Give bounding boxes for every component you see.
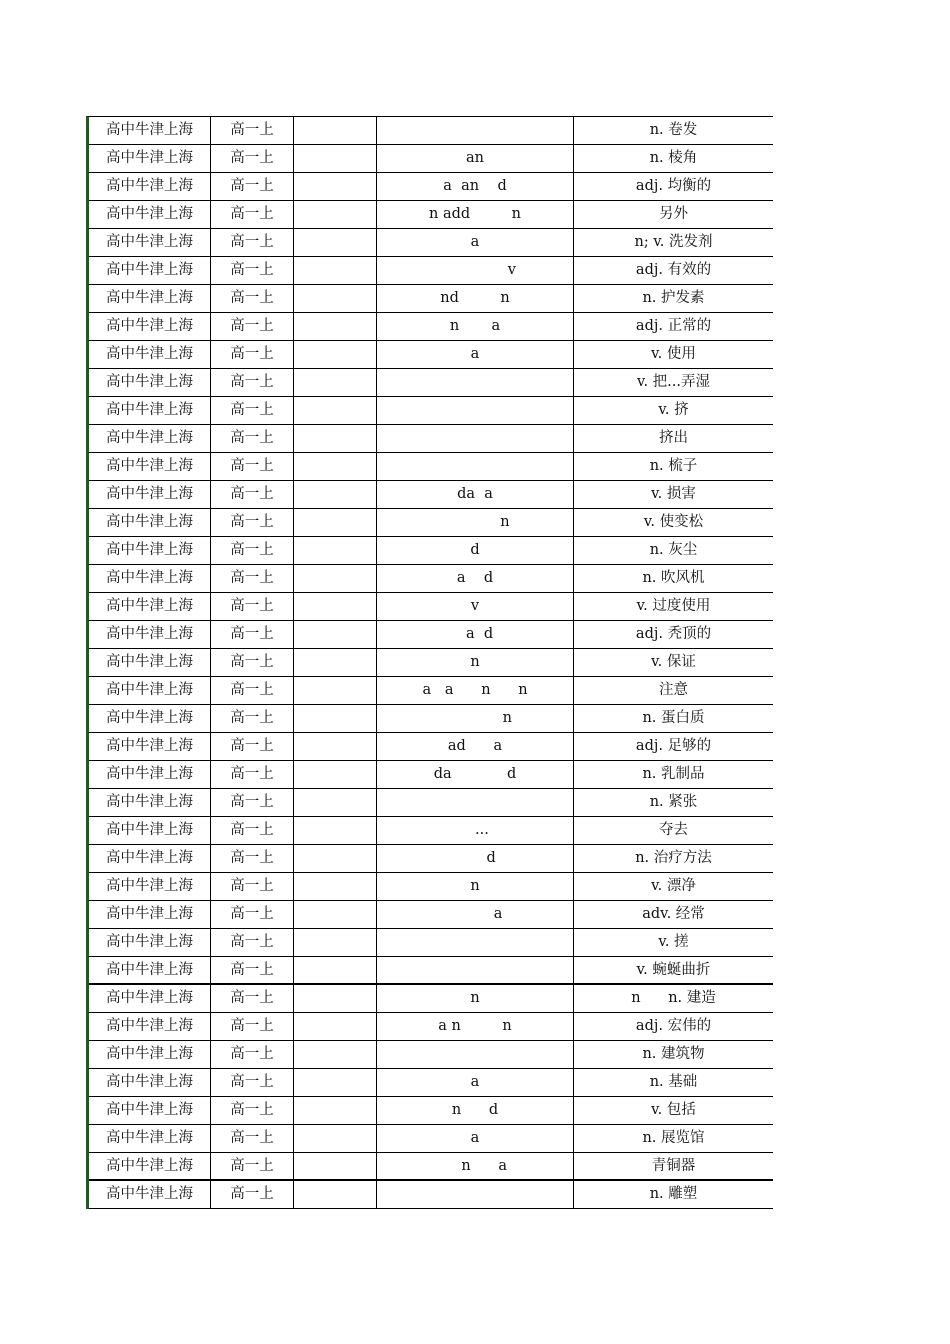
table-row <box>89 369 773 397</box>
blank-cell <box>294 117 377 144</box>
blank-cell <box>294 201 377 228</box>
table-row <box>89 985 773 1013</box>
blank-cell <box>294 369 377 396</box>
grade-cell: 高一上 <box>211 733 294 760</box>
grade-cell: 高一上 <box>211 705 294 732</box>
meaning-cell: 另外 <box>659 206 688 222</box>
grade-cell: 高一上 <box>211 229 294 256</box>
table-row <box>89 1181 773 1209</box>
meaning-cell: n. 基础 <box>649 1074 698 1090</box>
blank-cell <box>294 1013 377 1040</box>
grade-cell: 高一上 <box>211 985 294 1012</box>
table-row <box>89 1069 773 1097</box>
series-cell: 高中牛津上海 <box>89 733 211 760</box>
meaning-cell: v. 包括 <box>651 1102 696 1118</box>
blank-cell <box>294 425 377 452</box>
table-row <box>89 1097 773 1125</box>
word-cell: da a <box>377 481 574 508</box>
meaning-cell: v. 使用 <box>651 346 696 362</box>
series-cell: 高中牛津上海 <box>89 621 211 648</box>
meaning-cell: v. 把...弄湿 <box>636 374 711 390</box>
series-cell: 高中牛津上海 <box>89 817 211 844</box>
table-row <box>89 145 773 173</box>
blank-cell <box>294 621 377 648</box>
meaning-cell: n. 卷发 <box>649 122 698 138</box>
table-row <box>89 733 773 761</box>
blank-cell <box>294 733 377 760</box>
meaning-cell: n. 乳制品 <box>642 766 705 782</box>
grade-cell: 高一上 <box>211 761 294 788</box>
meaning-cell: adj. 宏伟的 <box>635 1018 712 1034</box>
meaning-cell: adj. 足够的 <box>635 738 712 754</box>
grade-cell: 高一上 <box>211 285 294 312</box>
table-row <box>89 1125 773 1153</box>
series-cell: 高中牛津上海 <box>89 369 211 396</box>
blank-cell <box>294 677 377 704</box>
blank-cell <box>294 285 377 312</box>
series-cell: 高中牛津上海 <box>89 313 211 340</box>
meaning-cell: v. 蜿蜒曲折 <box>636 962 711 978</box>
table-row <box>89 509 773 537</box>
series-cell: 高中牛津上海 <box>89 705 211 732</box>
blank-cell <box>294 173 377 200</box>
table-row <box>89 1153 773 1181</box>
word-cell: a n n <box>377 1013 574 1040</box>
grade-cell: 高一上 <box>211 565 294 592</box>
word-cell: nd n <box>377 285 574 312</box>
grade-cell: 高一上 <box>211 481 294 508</box>
word-cell: a <box>377 901 574 928</box>
word-cell: a d <box>377 621 574 648</box>
grade-cell: 高一上 <box>211 341 294 368</box>
grade-cell: 高一上 <box>211 929 294 956</box>
table-row <box>89 593 773 621</box>
word-cell: n d <box>377 1097 574 1124</box>
table-row <box>89 481 773 509</box>
word-cell <box>377 929 574 956</box>
meaning-cell: adj. 有效的 <box>635 262 712 278</box>
table-row <box>89 285 773 313</box>
series-cell: 高中牛津上海 <box>89 1097 211 1124</box>
blank-cell <box>294 1097 377 1124</box>
word-cell: n <box>377 509 574 536</box>
meaning-cell: 夺去 <box>659 822 688 838</box>
table-row <box>89 537 773 565</box>
series-cell: 高中牛津上海 <box>89 117 211 144</box>
series-cell: 高中牛津上海 <box>89 145 211 172</box>
blank-cell <box>294 761 377 788</box>
table-row <box>89 929 773 957</box>
meaning-cell: adj. 秃顶的 <box>635 626 712 642</box>
word-cell: d <box>377 845 574 872</box>
word-cell: n <box>377 873 574 900</box>
series-cell: 高中牛津上海 <box>89 425 211 452</box>
series-cell: 高中牛津上海 <box>89 509 211 536</box>
grade-cell: 高一上 <box>211 621 294 648</box>
series-cell: 高中牛津上海 <box>89 1069 211 1096</box>
word-cell <box>377 425 574 452</box>
meaning-cell: v. 挤 <box>658 402 689 418</box>
table-row <box>89 845 773 873</box>
grade-cell: 高一上 <box>211 1153 294 1179</box>
series-cell: 高中牛津上海 <box>89 453 211 480</box>
series-cell: 高中牛津上海 <box>89 1181 211 1208</box>
table-row <box>89 901 773 929</box>
table-row <box>89 761 773 789</box>
meaning-cell: adv. 经常 <box>642 906 705 922</box>
word-cell <box>377 1041 574 1068</box>
word-cell: n <box>377 705 574 732</box>
word-cell: n a <box>377 1153 574 1179</box>
blank-cell <box>294 397 377 424</box>
grade-cell: 高一上 <box>211 397 294 424</box>
word-cell: n <box>377 985 574 1012</box>
blank-cell <box>294 873 377 900</box>
series-cell: 高中牛津上海 <box>89 201 211 228</box>
grade-cell: 高一上 <box>211 1125 294 1152</box>
table-row <box>89 173 773 201</box>
blank-cell <box>294 565 377 592</box>
table-row <box>89 257 773 285</box>
grade-cell: 高一上 <box>211 1097 294 1124</box>
blank-cell <box>294 229 377 256</box>
series-cell: 高中牛津上海 <box>89 649 211 676</box>
series-cell: 高中牛津上海 <box>89 285 211 312</box>
series-cell: 高中牛津上海 <box>89 789 211 816</box>
word-cell: v <box>377 593 574 620</box>
word-cell <box>377 369 574 396</box>
blank-cell <box>294 705 377 732</box>
word-cell: n add n <box>377 201 574 228</box>
word-cell: a <box>377 229 574 256</box>
series-cell: 高中牛津上海 <box>89 1125 211 1152</box>
series-cell: 高中牛津上海 <box>89 257 211 284</box>
blank-cell <box>294 1181 377 1208</box>
meaning-cell: v. 漂净 <box>651 878 696 894</box>
grade-cell: 高一上 <box>211 845 294 872</box>
meaning-cell: v. 过度使用 <box>636 598 711 614</box>
word-cell: an <box>377 145 574 172</box>
blank-cell <box>294 985 377 1012</box>
word-cell <box>377 1181 574 1208</box>
word-cell: a <box>377 1125 574 1152</box>
grade-cell: 高一上 <box>211 817 294 844</box>
table-row <box>89 201 773 229</box>
grade-cell: 高一上 <box>211 313 294 340</box>
table-row <box>89 621 773 649</box>
series-cell: 高中牛津上海 <box>89 173 211 200</box>
word-cell: a an d <box>377 173 574 200</box>
meaning-cell: n. 蛋白质 <box>642 710 705 726</box>
meaning-cell: n. 梳子 <box>649 458 698 474</box>
series-cell: 高中牛津上海 <box>89 929 211 956</box>
word-cell <box>377 789 574 816</box>
grade-cell: 高一上 <box>211 957 294 983</box>
blank-cell <box>294 257 377 284</box>
meaning-cell: n. 棱角 <box>649 150 698 166</box>
series-cell: 高中牛津上海 <box>89 1041 211 1068</box>
table-row <box>89 677 773 705</box>
blank-cell <box>294 509 377 536</box>
table-row <box>89 1013 773 1041</box>
blank-cell <box>294 1153 377 1179</box>
grade-cell: 高一上 <box>211 1041 294 1068</box>
meaning-cell: adj. 均衡的 <box>635 178 712 194</box>
series-cell: 高中牛津上海 <box>89 873 211 900</box>
series-cell: 高中牛津上海 <box>89 761 211 788</box>
grade-cell: 高一上 <box>211 257 294 284</box>
word-cell: v <box>377 257 574 284</box>
table-row <box>89 705 773 733</box>
blank-cell <box>294 453 377 480</box>
grade-cell: 高一上 <box>211 537 294 564</box>
blank-cell <box>294 957 377 983</box>
table-row <box>89 957 773 985</box>
series-cell: 高中牛津上海 <box>89 901 211 928</box>
table-row <box>89 817 773 845</box>
meaning-cell: v. 搓 <box>658 934 689 950</box>
grade-cell: 高一上 <box>211 145 294 172</box>
blank-cell <box>294 1125 377 1152</box>
grade-cell: 高一上 <box>211 901 294 928</box>
table-row <box>89 1041 773 1069</box>
series-cell: 高中牛津上海 <box>89 565 211 592</box>
blank-cell <box>294 649 377 676</box>
series-cell: 高中牛津上海 <box>89 985 211 1012</box>
table-row <box>89 453 773 481</box>
table-row <box>89 229 773 257</box>
meaning-cell: n. 吹风机 <box>642 570 705 586</box>
meaning-cell: v. 使变松 <box>643 514 704 530</box>
grade-cell: 高一上 <box>211 649 294 676</box>
word-cell <box>377 453 574 480</box>
grade-cell: 高一上 <box>211 677 294 704</box>
blank-cell <box>294 313 377 340</box>
meaning-cell: v. 保证 <box>651 654 696 670</box>
grade-cell: 高一上 <box>211 789 294 816</box>
meaning-cell: n. 雕塑 <box>649 1186 698 1202</box>
meaning-cell: n; v. 洗发剂 <box>634 234 713 250</box>
meaning-cell: n. 治疗方法 <box>635 850 712 866</box>
table-row <box>89 397 773 425</box>
meaning-cell: adj. 正常的 <box>635 318 712 334</box>
grade-cell: 高一上 <box>211 173 294 200</box>
grade-cell: 高一上 <box>211 453 294 480</box>
word-cell: n a <box>377 313 574 340</box>
grade-cell: 高一上 <box>211 369 294 396</box>
meaning-cell: n. 建筑物 <box>642 1046 705 1062</box>
table-row <box>89 117 773 145</box>
grade-cell: 高一上 <box>211 425 294 452</box>
word-cell: a a n n <box>377 677 574 704</box>
meaning-cell: v. 损害 <box>651 486 696 502</box>
meaning-cell: 挤出 <box>659 430 688 446</box>
series-cell: 高中牛津上海 <box>89 957 211 983</box>
grade-cell: 高一上 <box>211 201 294 228</box>
blank-cell <box>294 537 377 564</box>
word-cell: n <box>377 649 574 676</box>
word-cell: a d <box>377 565 574 592</box>
grade-cell: 高一上 <box>211 117 294 144</box>
series-cell: 高中牛津上海 <box>89 1013 211 1040</box>
blank-cell <box>294 1069 377 1096</box>
meaning-cell: 青铜器 <box>651 1158 696 1174</box>
blank-cell <box>294 1041 377 1068</box>
blank-cell <box>294 341 377 368</box>
vocabulary-table <box>86 116 773 1209</box>
word-cell: da d <box>377 761 574 788</box>
blank-cell <box>294 593 377 620</box>
blank-cell <box>294 845 377 872</box>
grade-cell: 高一上 <box>211 593 294 620</box>
table-row <box>89 649 773 677</box>
table-row <box>89 565 773 593</box>
word-cell: a <box>377 341 574 368</box>
meaning-cell: n. 护发素 <box>642 290 705 306</box>
word-cell <box>377 957 574 983</box>
word-cell: ... <box>377 817 574 844</box>
meaning-cell: n n. 建造 <box>631 990 716 1006</box>
grade-cell: 高一上 <box>211 1013 294 1040</box>
word-cell: a <box>377 1069 574 1096</box>
grade-cell: 高一上 <box>211 1069 294 1096</box>
series-cell: 高中牛津上海 <box>89 537 211 564</box>
word-cell <box>377 117 574 144</box>
table-row <box>89 789 773 817</box>
blank-cell <box>294 817 377 844</box>
series-cell: 高中牛津上海 <box>89 397 211 424</box>
series-cell: 高中牛津上海 <box>89 341 211 368</box>
table-row <box>89 425 773 453</box>
series-cell: 高中牛津上海 <box>89 1153 211 1179</box>
series-cell: 高中牛津上海 <box>89 677 211 704</box>
table-row <box>89 313 773 341</box>
table-row <box>89 873 773 901</box>
blank-cell <box>294 901 377 928</box>
meaning-cell: n. 灰尘 <box>649 542 698 558</box>
series-cell: 高中牛津上海 <box>89 845 211 872</box>
grade-cell: 高一上 <box>211 1181 294 1208</box>
word-cell <box>377 397 574 424</box>
series-cell: 高中牛津上海 <box>89 229 211 256</box>
grade-cell: 高一上 <box>211 873 294 900</box>
series-cell: 高中牛津上海 <box>89 481 211 508</box>
table-row <box>89 341 773 369</box>
blank-cell <box>294 929 377 956</box>
blank-cell <box>294 145 377 172</box>
meaning-cell: n. 紧张 <box>649 794 698 810</box>
grade-cell: 高一上 <box>211 509 294 536</box>
meaning-cell: 注意 <box>659 682 688 698</box>
series-cell: 高中牛津上海 <box>89 593 211 620</box>
word-cell: d <box>377 537 574 564</box>
blank-cell <box>294 789 377 816</box>
blank-cell <box>294 481 377 508</box>
word-cell: ad a <box>377 733 574 760</box>
meaning-cell: n. 展览馆 <box>642 1130 705 1146</box>
